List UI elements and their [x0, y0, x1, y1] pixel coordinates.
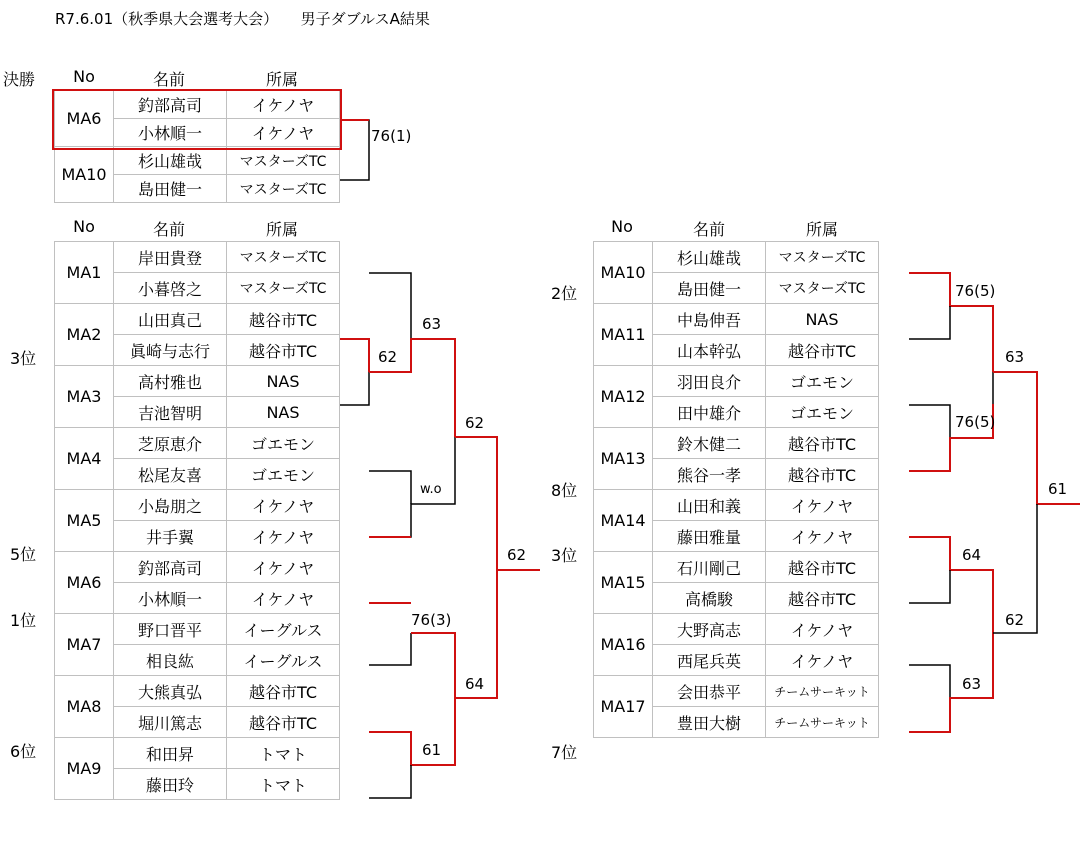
- right-bracket-table: [593, 241, 879, 738]
- team-row: [594, 366, 879, 397]
- page-title: R7.6.01（秋季県大会選考大会） 男子ダブルスA結果: [55, 10, 430, 28]
- bracket-ma1: [369, 273, 411, 339]
- rank-label: 2位: [551, 284, 578, 303]
- player-club: イーグルス: [227, 614, 340, 645]
- score-left-r2c: 76(3): [411, 611, 452, 629]
- team-no: MA12: [594, 366, 653, 428]
- player-name: 釣部高司: [114, 552, 227, 583]
- bracket-ma12: [909, 405, 950, 438]
- bracket-ma3: [340, 372, 369, 405]
- player-club: イケノヤ: [227, 583, 340, 614]
- bracket-ma11: [909, 306, 950, 339]
- team-row: [594, 428, 879, 459]
- player-name: 眞崎与志行: [114, 335, 227, 366]
- player-club: イケノヤ: [227, 490, 340, 521]
- player-name: 杉山雄哉: [114, 147, 227, 175]
- team-no: MA13: [594, 428, 653, 490]
- player-club: ゴエモン: [766, 366, 879, 397]
- team-no: MA9: [55, 738, 114, 800]
- player-club: 越谷市TC: [227, 676, 340, 707]
- player-club: トマト: [227, 769, 340, 800]
- player-name: 中島伸吾: [653, 304, 766, 335]
- player-club: チームサーキット: [766, 676, 879, 707]
- team-no: MA3: [55, 366, 114, 428]
- player-name: 和田昇: [114, 738, 227, 769]
- score-right-r1c: 64: [962, 546, 982, 564]
- left-header-club: 所属: [265, 220, 298, 239]
- player-club: イケノヤ: [766, 521, 879, 552]
- player-name: 熊谷一孝: [653, 459, 766, 490]
- player-name: 山田真己: [114, 304, 227, 335]
- team-no: MA7: [55, 614, 114, 676]
- bracket-ma7: [369, 633, 411, 665]
- player-name: 豊田大樹: [653, 707, 766, 738]
- team-no: MA10: [55, 147, 114, 203]
- bracket-ma9: [369, 765, 411, 798]
- score-right-r1d: 63: [962, 675, 982, 693]
- player-club: マスターズTC: [766, 273, 879, 304]
- player-club: イケノヤ: [766, 614, 879, 645]
- player-club: イーグルス: [227, 645, 340, 676]
- player-name: 高村雅也: [114, 366, 227, 397]
- team-row: [55, 490, 340, 521]
- player-name: 井手翼: [114, 521, 227, 552]
- player-club: イケノヤ: [766, 645, 879, 676]
- team-row: [594, 676, 879, 707]
- final-score: 76(1): [371, 127, 412, 145]
- player-name: 小林順一: [114, 119, 227, 147]
- player-name: 藤田玲: [114, 769, 227, 800]
- rank-label: 3位: [551, 546, 578, 566]
- team-row: [55, 614, 340, 645]
- team-no: MA10: [594, 242, 653, 304]
- team-row: [594, 552, 879, 583]
- player-club: NAS: [227, 397, 340, 428]
- player-club: イケノヤ: [227, 552, 340, 583]
- bracket-ma16: [909, 665, 950, 698]
- player-club: イケノヤ: [227, 521, 340, 552]
- final-bracket: [340, 120, 369, 180]
- player-name: 小林順一: [114, 583, 227, 614]
- player-club: 越谷市TC: [227, 335, 340, 366]
- team-no: MA4: [55, 428, 114, 490]
- bracket-ma8-win: [369, 698, 455, 765]
- player-name: 野口晋平: [114, 614, 227, 645]
- player-club: 越谷市TC: [227, 304, 340, 335]
- final-header-no: No: [73, 67, 95, 86]
- player-club: ゴエモン: [227, 459, 340, 490]
- player-name: 堀川篤志: [114, 707, 227, 738]
- player-club: イケノヤ: [766, 490, 879, 521]
- score-right-r1a: 76(5): [955, 282, 996, 300]
- player-club: 越谷市TC: [766, 583, 879, 614]
- player-name: 石川剛己: [653, 552, 766, 583]
- rank-label: 1位: [10, 611, 37, 630]
- team-no: MA5: [55, 490, 114, 552]
- rank-label: 7位: [551, 743, 578, 763]
- player-name: 岸田貴登: [114, 242, 227, 273]
- bracket-r2-bottom-win: [411, 570, 497, 698]
- team-row: [55, 676, 340, 707]
- team-no: MA17: [594, 676, 653, 738]
- player-club: マスターズTC: [227, 147, 340, 175]
- team-no: MA8: [55, 676, 114, 738]
- player-name: 島田健一: [114, 175, 227, 203]
- player-club: マスターズTC: [227, 175, 340, 203]
- bracket-ma4: [369, 471, 411, 504]
- team-row: [55, 147, 340, 175]
- player-club: 越谷市TC: [766, 335, 879, 366]
- player-club: 越谷市TC: [766, 459, 879, 490]
- score-left-semi-a: 62: [465, 414, 485, 432]
- left-header-no: No: [73, 217, 95, 236]
- player-name: 釣部高司: [114, 91, 227, 119]
- team-row: [594, 304, 879, 335]
- rank-label: 3位: [10, 348, 37, 368]
- player-name: 山本幹弘: [653, 335, 766, 366]
- score-right-semi-a: 63: [1005, 348, 1025, 366]
- player-name: 高橋駿: [653, 583, 766, 614]
- player-name: 西尾兵英: [653, 645, 766, 676]
- player-club: 越谷市TC: [227, 707, 340, 738]
- bracket-ma5: [369, 437, 455, 537]
- team-row: [55, 428, 340, 459]
- bracket-ma2-win: [340, 339, 369, 372]
- left-header-name: 名前: [152, 220, 185, 239]
- score-left-r2d: 61: [422, 741, 442, 759]
- team-row: [594, 490, 879, 521]
- rank-label: 6位: [10, 742, 37, 762]
- score-right-r1b: 76(5): [955, 413, 996, 431]
- player-name: 松尾友喜: [114, 459, 227, 490]
- rank-label: 5位: [10, 545, 37, 565]
- final-header-club: 所属: [265, 70, 298, 89]
- team-row: [55, 366, 340, 397]
- team-no: MA14: [594, 490, 653, 552]
- score-right-semi-b: 62: [1005, 611, 1025, 629]
- player-club: イケノヤ: [227, 91, 340, 119]
- right-header-club: 所属: [805, 220, 838, 239]
- team-no: MA16: [594, 614, 653, 676]
- score-left-semi-b: 64: [465, 675, 485, 693]
- score-left-r2b: w.o: [420, 482, 442, 497]
- player-club: イケノヤ: [227, 119, 340, 147]
- player-name: 山田和義: [653, 490, 766, 521]
- player-name: 小島朋之: [114, 490, 227, 521]
- player-name: 島田健一: [653, 273, 766, 304]
- team-row: [55, 738, 340, 769]
- player-name: 杉山雄哉: [653, 242, 766, 273]
- player-name: 藤田雅量: [653, 521, 766, 552]
- score-right-final: 61: [1048, 480, 1068, 498]
- player-club: マスターズTC: [766, 242, 879, 273]
- player-name: 相良紘: [114, 645, 227, 676]
- player-name: 大熊真弘: [114, 676, 227, 707]
- team-row: [55, 552, 340, 583]
- player-club: トマト: [227, 738, 340, 769]
- player-club: 越谷市TC: [766, 428, 879, 459]
- player-name: 鈴木健二: [653, 428, 766, 459]
- team-no: MA1: [55, 242, 114, 304]
- player-name: 羽田良介: [653, 366, 766, 397]
- team-row: [594, 614, 879, 645]
- team-no: MA2: [55, 304, 114, 366]
- score-left-final: 62: [507, 546, 527, 564]
- team-row: [594, 242, 879, 273]
- team-row: [55, 242, 340, 273]
- rank-label: 8位: [551, 480, 578, 500]
- player-club: NAS: [766, 304, 879, 335]
- bracket-ma15: [909, 570, 950, 603]
- team-row: [55, 304, 340, 335]
- left-bracket-table: [54, 241, 340, 800]
- player-club: チームサーキット: [766, 707, 879, 738]
- winner-highlight: [52, 89, 342, 150]
- player-club: ゴエモン: [227, 428, 340, 459]
- player-club: 越谷市TC: [766, 552, 879, 583]
- player-name: 芝原恵介: [114, 428, 227, 459]
- team-no: MA11: [594, 304, 653, 366]
- player-name: 会田恭平: [653, 676, 766, 707]
- score-left-r2a: 63: [422, 315, 442, 333]
- team-no: MA15: [594, 552, 653, 614]
- player-club: NAS: [227, 366, 340, 397]
- team-no: MA6: [55, 91, 114, 147]
- player-club: マスターズTC: [227, 242, 340, 273]
- bracket-semi-top-win: [455, 437, 497, 570]
- final-header-name: 名前: [152, 70, 185, 89]
- player-club: マスターズTC: [227, 273, 340, 304]
- player-name: 小暮啓之: [114, 273, 227, 304]
- score-left-r1a: 62: [378, 348, 398, 366]
- player-name: 大野高志: [653, 614, 766, 645]
- player-name: 田中雄介: [653, 397, 766, 428]
- final-label: 決勝: [3, 70, 36, 89]
- player-name: 吉池智明: [114, 397, 227, 428]
- right-header-name: 名前: [692, 220, 725, 239]
- right-header-no: No: [611, 217, 633, 236]
- team-no: MA6: [55, 552, 114, 614]
- player-club: ゴエモン: [766, 397, 879, 428]
